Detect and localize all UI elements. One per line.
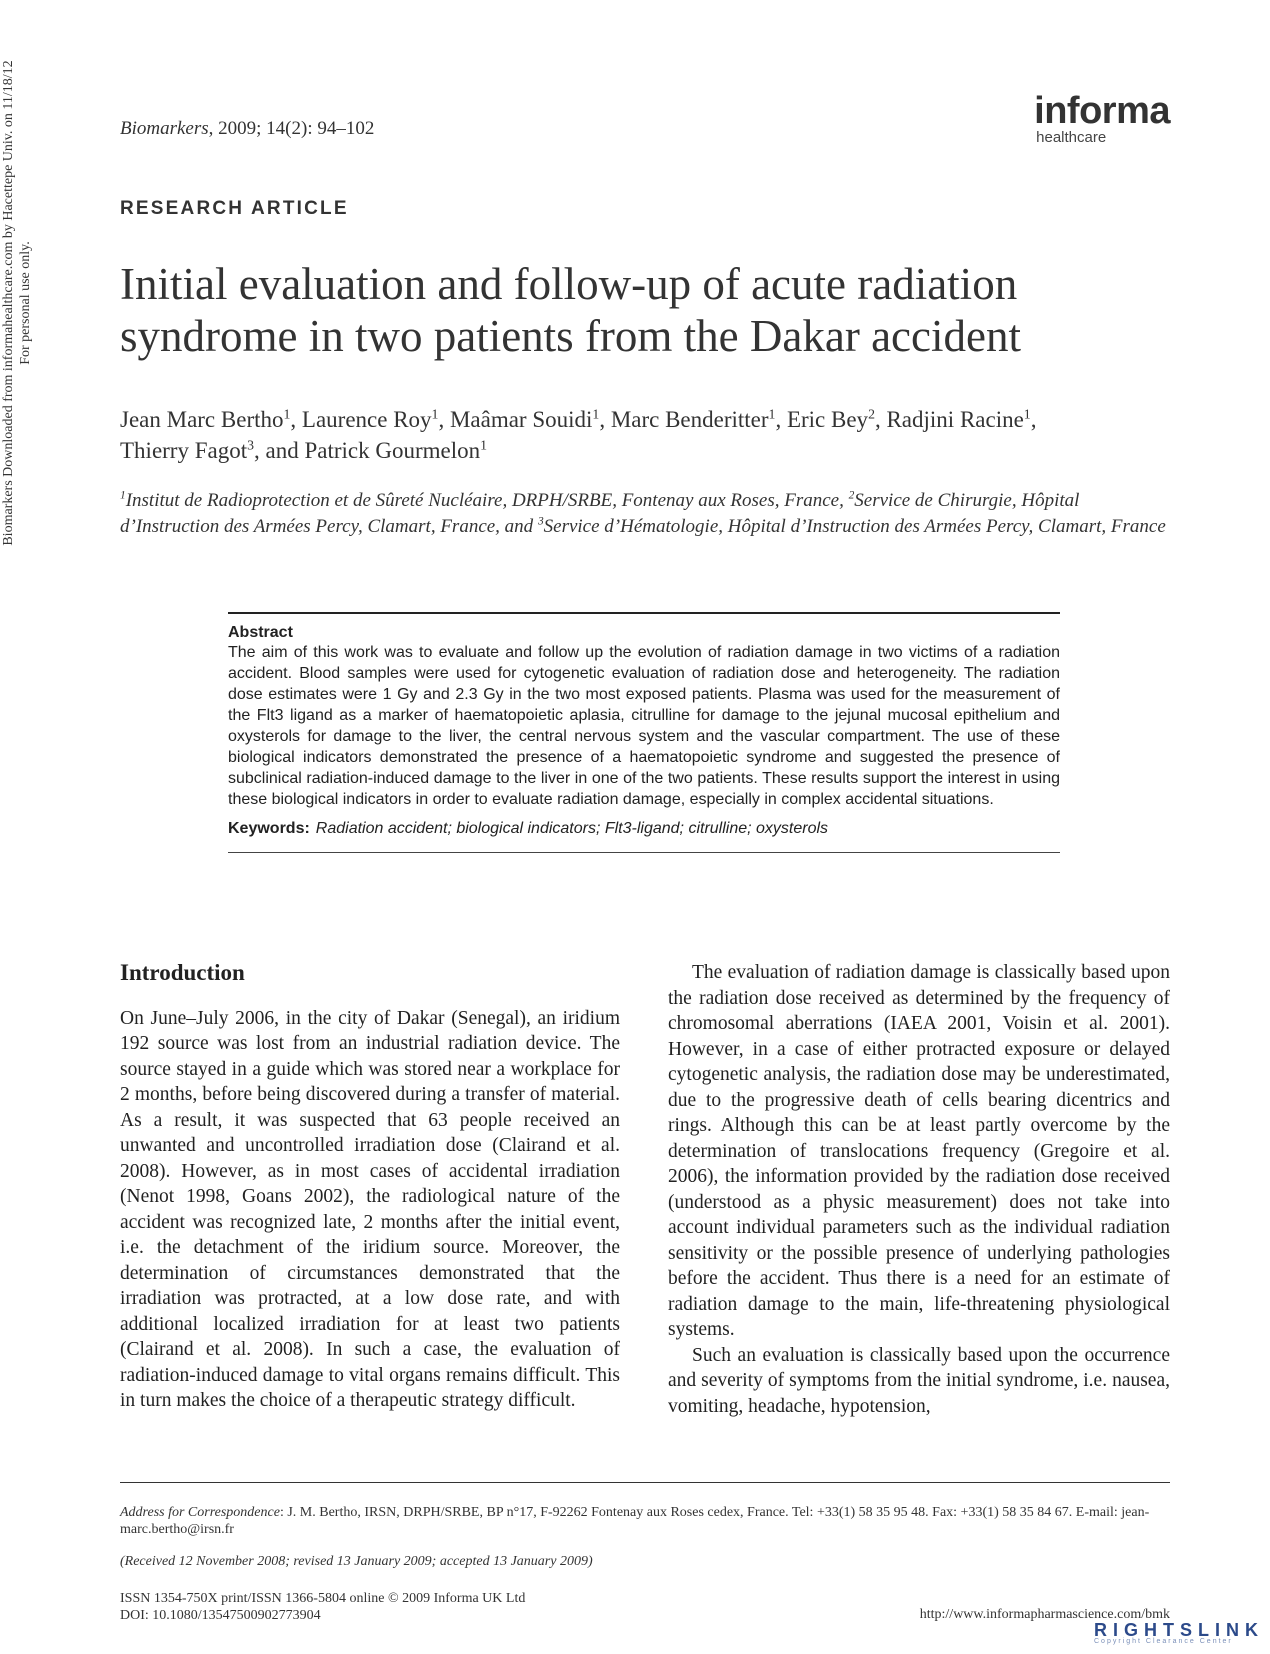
download-watermark-line2: For personal use only. [18,241,33,365]
title-line-2: syndrome in two patients from the Dakar accident [120,311,1021,361]
publisher-sub: healthcare [1036,129,1107,146]
journal-details: , 2009; 14(2): 94–102 [208,118,375,139]
footer-divider [120,1482,1170,1483]
paragraph: Such an evaluation is classically based upon the occurrence and severity of symptoms from the initial syndrome, i.e. nausea, vomiting, headache, hypotension, [668,1344,1170,1417]
affiliation: Institut de Radioprotection et de Sûreté Nucléaire, DRPH/SRBE, Fontenay aux Roses, France, [125,490,849,511]
affiliation: Service d’Hématologie, Hôpital d’Instruction des Armées Percy, Clamart, France [543,516,1166,537]
author: Jean Marc Bertho$^1$, [120,406,302,432]
right-column [668,960,1170,1419]
rightslink-logo[interactable] [1094,1620,1264,1645]
left-column [120,960,620,1414]
abstract-text: The aim of this work was to evaluate and follow up the evolution of radiation damage in two victims of a radiation accident. Blood samples were used for cytogenetic evaluation of radiation dose and heterogeneity. The radiation dose estimates were 1 Gy and 2.3 Gy in the two most exposed patients. Plasma was used for the measurement of the Flt3 ligand as a marker of haematopoietic aplasia, citrulline for damage to the jejunal mucosal epithelium and oxysterols for damage to the liver, the central nervous system and the vascular compartment. The use of these biological indicators demonstrated the presence of a haematopoietic syndrome and suggested the presence of subclinical radiation-induced damage to the liver in one of the two patients. These results support the interest in using these biological indicators in order to evaluate radiation damage, especially in complex accidental situations. [228,644,1060,808]
publisher-logo [1034,92,1170,146]
keywords-list: Radiation accident; biological indicators; Flt3-ligand; citrulline; oxysterols [315,820,829,837]
author: Patrick Gourmelon$^1$ [304,437,488,463]
title-line-1: Initial evaluation and follow-up of acute radiation [120,259,1018,309]
author: Thierry Fagot$^3$, and [120,437,305,463]
rightslink-text: RIGHTSLINK [1094,1620,1264,1640]
abstract-heading: Abstract [228,624,293,641]
affiliations: $^1$Institut de Radioprotection et de Sûreté Nucléaire, DRPH/SRBE, Fontenay aux Roses, France, $^2$Service de Chirurgie, Hôpital d’Instruction des Armées Percy, Clamart, France, and $^3$Service d’Hématologie, Hôpital d’Instruction des Armées Percy, Clamart, France [120,489,1166,537]
paragraph: The evaluation of radiation damage is classically based upon the radiation dose received as determined by the frequency of chromosomal aberrations (IAEA 2001, Voisin et al. 2001). However, in a case of either protracted exposure or delayed cytogenetic analysis, the radiation dose may be underestimated, due to the progressive death of cells bearing dicentrics and rings. Although this can be at least partly overcome by the determination of translocations frequency (Gregoire et al. 2006), the information provided by the radiation dose received (understood as a physic measurement) does not take into account individual parameters such as the individual radiation sensitivity or the possible presence of underlying pathologies before the accident. Thus there is a need for an estimate of radiation damage to the main, life-threatening physiological systems. [668,962,1170,1340]
section-heading-introduction: Introduction [120,960,245,985]
affiliation: Service de Chirurgie, Hôpital d’Instruction des Armées Percy, Clamart, France, and [120,490,1080,537]
issn: ISSN 1354-750X print/ISSN 1366-5804 online © 2009 Informa UK Ltd [120,1591,526,1606]
received-dates: (Received 12 November 2008; revised 13 January 2009; accepted 13 January 2009) [120,1554,593,1569]
correspondence-text: : J. M. Bertho, IRSN, DRPH/SRBE, BP n°17, F-92262 Fontenay aux Roses cedex, France. Tel: +33(1) 58 35 95 48. Fax: +33(1) 58 35 84 67. E-mail: jean-marc.bertho@irsn.fr [120,1505,1150,1537]
author: Marc Benderitter$^1$, [610,406,787,432]
keywords-label: Keywords: [228,820,310,837]
publisher-name: informa [1034,90,1170,132]
doi[interactable]: DOI: 10.1080/13547500902773904 [120,1608,321,1623]
author: Eric Bey$^2$, [786,406,887,432]
author: Maâmar Souidi$^1$, [449,406,611,432]
keywords [228,820,1060,838]
abstract-box [228,612,1060,853]
paragraph: On June–July 2006, in the city of Dakar (Senegal), an iridium 192 source was lost from an industrial radiation device. The source stayed in a guide which was stored near a workplace for 2 months, before being discovered during a transfer of material. As a result, it was suspected that 63 people received an unwanted and uncontrolled irradiation dose (Clairand et al. 2008). However, as in most cases of accidental irradiation (Nenot 1998, Goans 2002), the radiological nature of the accident was recognized late, 2 months after the initial event, i.e. the detachment of the iridium source. Moreover, the determination of circumstances demonstrated that the irradiation was protracted, at a low dose rate, and with additional localized irradiation for at least two patients (Clairand et al. 2008). In such a case, the evaluation of radiation-induced damage to vital organs remains difficult. This in turn makes the choice of a therapeutic strategy difficult. [120,1007,620,1411]
rightslink-subtext: Copyright Clearance Center [1094,1638,1233,1645]
author: Radjini Racine$^1$, [886,406,1037,432]
correspondence-label: Address for Correspondence [120,1505,280,1520]
correspondence [120,1504,1170,1538]
journal-citation [120,118,374,140]
download-watermark-line1: Biomarkers Downloaded from informahealthcare.com by Hacettepe Univ. on 11/18/12 [1,60,16,546]
author-list [120,404,1180,466]
author: Laurence Roy$^1$, [301,406,450,432]
download-watermark [0,0,60,1130]
journal-url[interactable]: http://www.informapharmascience.com/bmk [919,1607,1170,1622]
article-title [120,258,1120,362]
article-type: RESEARCH ARTICLE [120,198,349,219]
journal-name: Biomarkers [120,118,209,139]
